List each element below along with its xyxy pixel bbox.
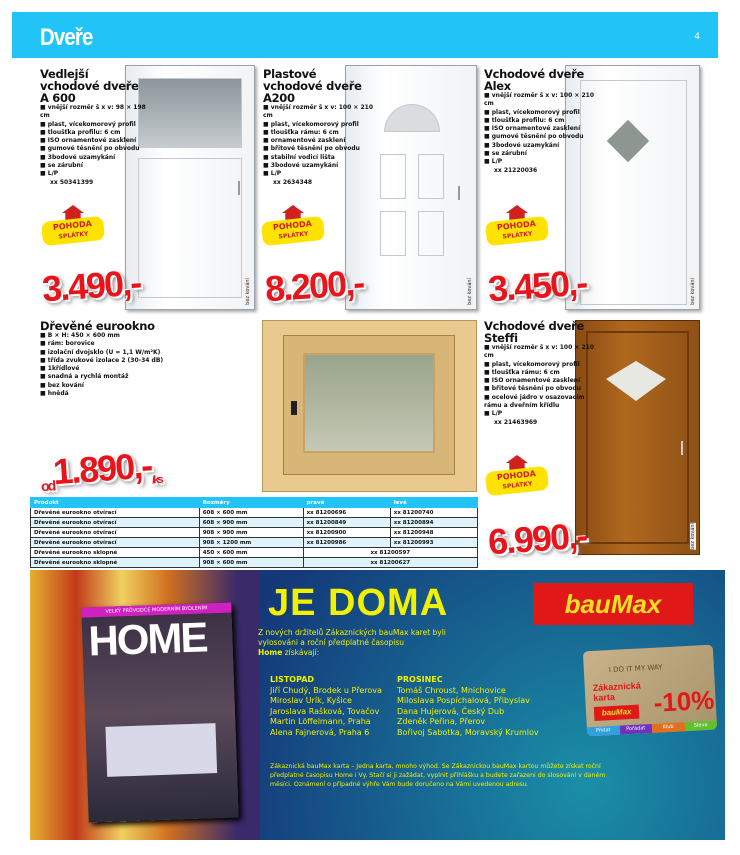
table-row: Dřevěné eurookno sklopné 908 × 600 mm xx 81200627 [31, 558, 478, 568]
price-alex: 3.450,- [486, 261, 588, 310]
table-row: Dřevěné eurookno otvírací 908 × 900 mm xx 81200900 xx 81200948 [31, 528, 478, 538]
winners-listopad: LISTOPAD Jiří Chudý, Brodek u Přerova Miroslav Urík, Kyšice Jaroslava Rašková, Tovačov Martin Löffelmann, Praha Alena Fajnerová, Praha 6 [270, 675, 382, 737]
table-row: Dřevěné eurookno otvírací 608 × 900 mm xx 81200849 xx 81200894 [31, 518, 478, 528]
table-row: Dřevěné eurookno otvírací 908 × 1200 mm xx 81200986 xx 81200993 [31, 538, 478, 548]
banner-footer-text: Zákaznická bauMax karta – Jedna karta, mnoho výhod. Se Zákaznickou bauMax kartou můžete získat roční předplatné časopisu Home i Vy. Stačí si ji zažádat, vyplnit přihlášku a budete zařazeni do slosování v daném měsíci. Oznámení o případné výhře Vám bude doručeno na Vámi uvedenou adresu. [270, 763, 606, 788]
banner-headline: JE DOMA [268, 582, 449, 624]
section-header [12, 12, 718, 58]
pohoda-splatky-badge: POHODA SPLÁTKY [42, 205, 104, 243]
pohoda-splatky-badge: POHODA SPLÁTKY [486, 205, 548, 243]
price-eurookno: od 1.890,- /ks [40, 444, 162, 495]
section-title: Dveře [40, 24, 93, 51]
banner-intro: Z nových držitelů Zákaznických bauMax karet byli vylosováni a roční předplatné časopisu Home získávají: [258, 628, 446, 657]
home-magazine-banner [30, 570, 725, 840]
pohoda-splatky-badge: POHODA SPLÁTKY [486, 455, 548, 493]
product-steffi: Vchodové dveře Steffi ■ vnější rozměr š x v: 100 × 210 cm ■ plast, vícekomorový profil ■ tloušťka rámu: 6 cm ■ ISO ornamentové zasklení ■ břitové těsnění po obvodu ■ ocelové jádro v osazovacím rámu a dveřním křídlu ■ L/P xx 21463969 [484, 320, 594, 426]
door-image-alex: bez kování [565, 65, 700, 310]
door-image-steffi: bez kování [575, 320, 700, 555]
eurookno-table: Produkt Rozměry pravé levé Dřevěné eurookno otvírací 608 × 600 mm xx 81200696 xx 81200740 Dřevěné eurookno otvírací 608 × 900 mm xx 81200849 xx 81200894 Dřevěné eurookno otvírací 908 × 900 mm xx 81200900 xx 81200948 Dřevěné eurookno otvírací 908 × 1200 mm xx 81200986 xx 81200993 Dřevěné eurookno sklopné 450 × 600 mm xx 81200597 Dřevěné eurookno sklopné 908 × 600 mm xx 81200627 [30, 497, 478, 568]
door-image-a200: bez kování [345, 65, 477, 310]
door-image-a600: bez kování [125, 65, 255, 310]
product-alex: Vchodové dveře Alex ■ vnější rozměr š x v: 100 × 210 cm ■ plast, vícekomorový profil ■ tloušťka profilu: 6 cm ■ ISO ornamentové zasklení ■ gumové těsnění po obvodu ■ 3bodové uzamykání ■ se zárubní ■ L/P xx 21220036 [484, 68, 594, 174]
window-image [262, 320, 477, 492]
table-row: Dřevěné eurookno otvírací 608 × 600 mm xx 81200696 xx 81200740 [31, 508, 478, 518]
page-number: 4 [694, 32, 700, 42]
product-eurookno: Dřevěné eurookno ■ B × H: 450 × 600 mm ■ rám: borovice ■ izolační dvojsklo (U = 1,1 W/m²K) ■ třída zvukové izolace 2 (30-34 dB) ■ 1křídlové ■ snadná a rychlá montáž ■ bez kování ■ hnědá [40, 320, 255, 398]
table-row: Dřevěné eurookno sklopné 450 × 600 mm xx 81200597 [31, 548, 478, 558]
pohoda-splatky-badge: POHODA SPLÁTKY [262, 205, 324, 243]
product-a200: Plastové vchodové dveře A200 ■ vnější rozměr š x v: 100 × 210 cm ■ plast, vícekomorový profil ■ tloušťka rámu: 6 cm ■ ornamentové zasklení ■ břitové těsnění po obvodu ■ stabilní vodicí lišta ■ 3bodové uzamykání ■ L/P xx 2634348 [263, 68, 373, 186]
product-a600: Vedlejší vchodové dveře A 600 ■ vnější rozměr š x v: 98 × 198 cm ■ plast, vícekomorový profil ■ tloušťka profilu: 6 cm ■ ISO ornamentové zasklení ■ gumové těsnění po obvodu ■ 3bodové uzamykání ■ se zárubní ■ L/P xx 50341399 [40, 68, 150, 186]
price-steffi: 6.990,- [486, 514, 588, 563]
magazine-cover: VELKÝ PRŮVODCE MODERNÍM BYDLENÍM HOME [81, 602, 238, 822]
baumax-logo: bauMax [533, 583, 693, 625]
price-a600: 3.490,- [40, 261, 142, 310]
customer-card: I DO IT MY WAY Zákaznická karta bauMax -10% Přidat Pořádat Klub Sleva [583, 645, 717, 737]
price-a200: 8.200,- [263, 261, 365, 310]
winners-prosinec: PROSINEC Tomáš Chroust, Mnichovice Miloslava Pospíchalová, Přibyslav Dana Hujerová, Český Dub Zdeněk Peřina, Přerov Bořivoj Sabotka, Moravský Krumlov [397, 675, 539, 737]
